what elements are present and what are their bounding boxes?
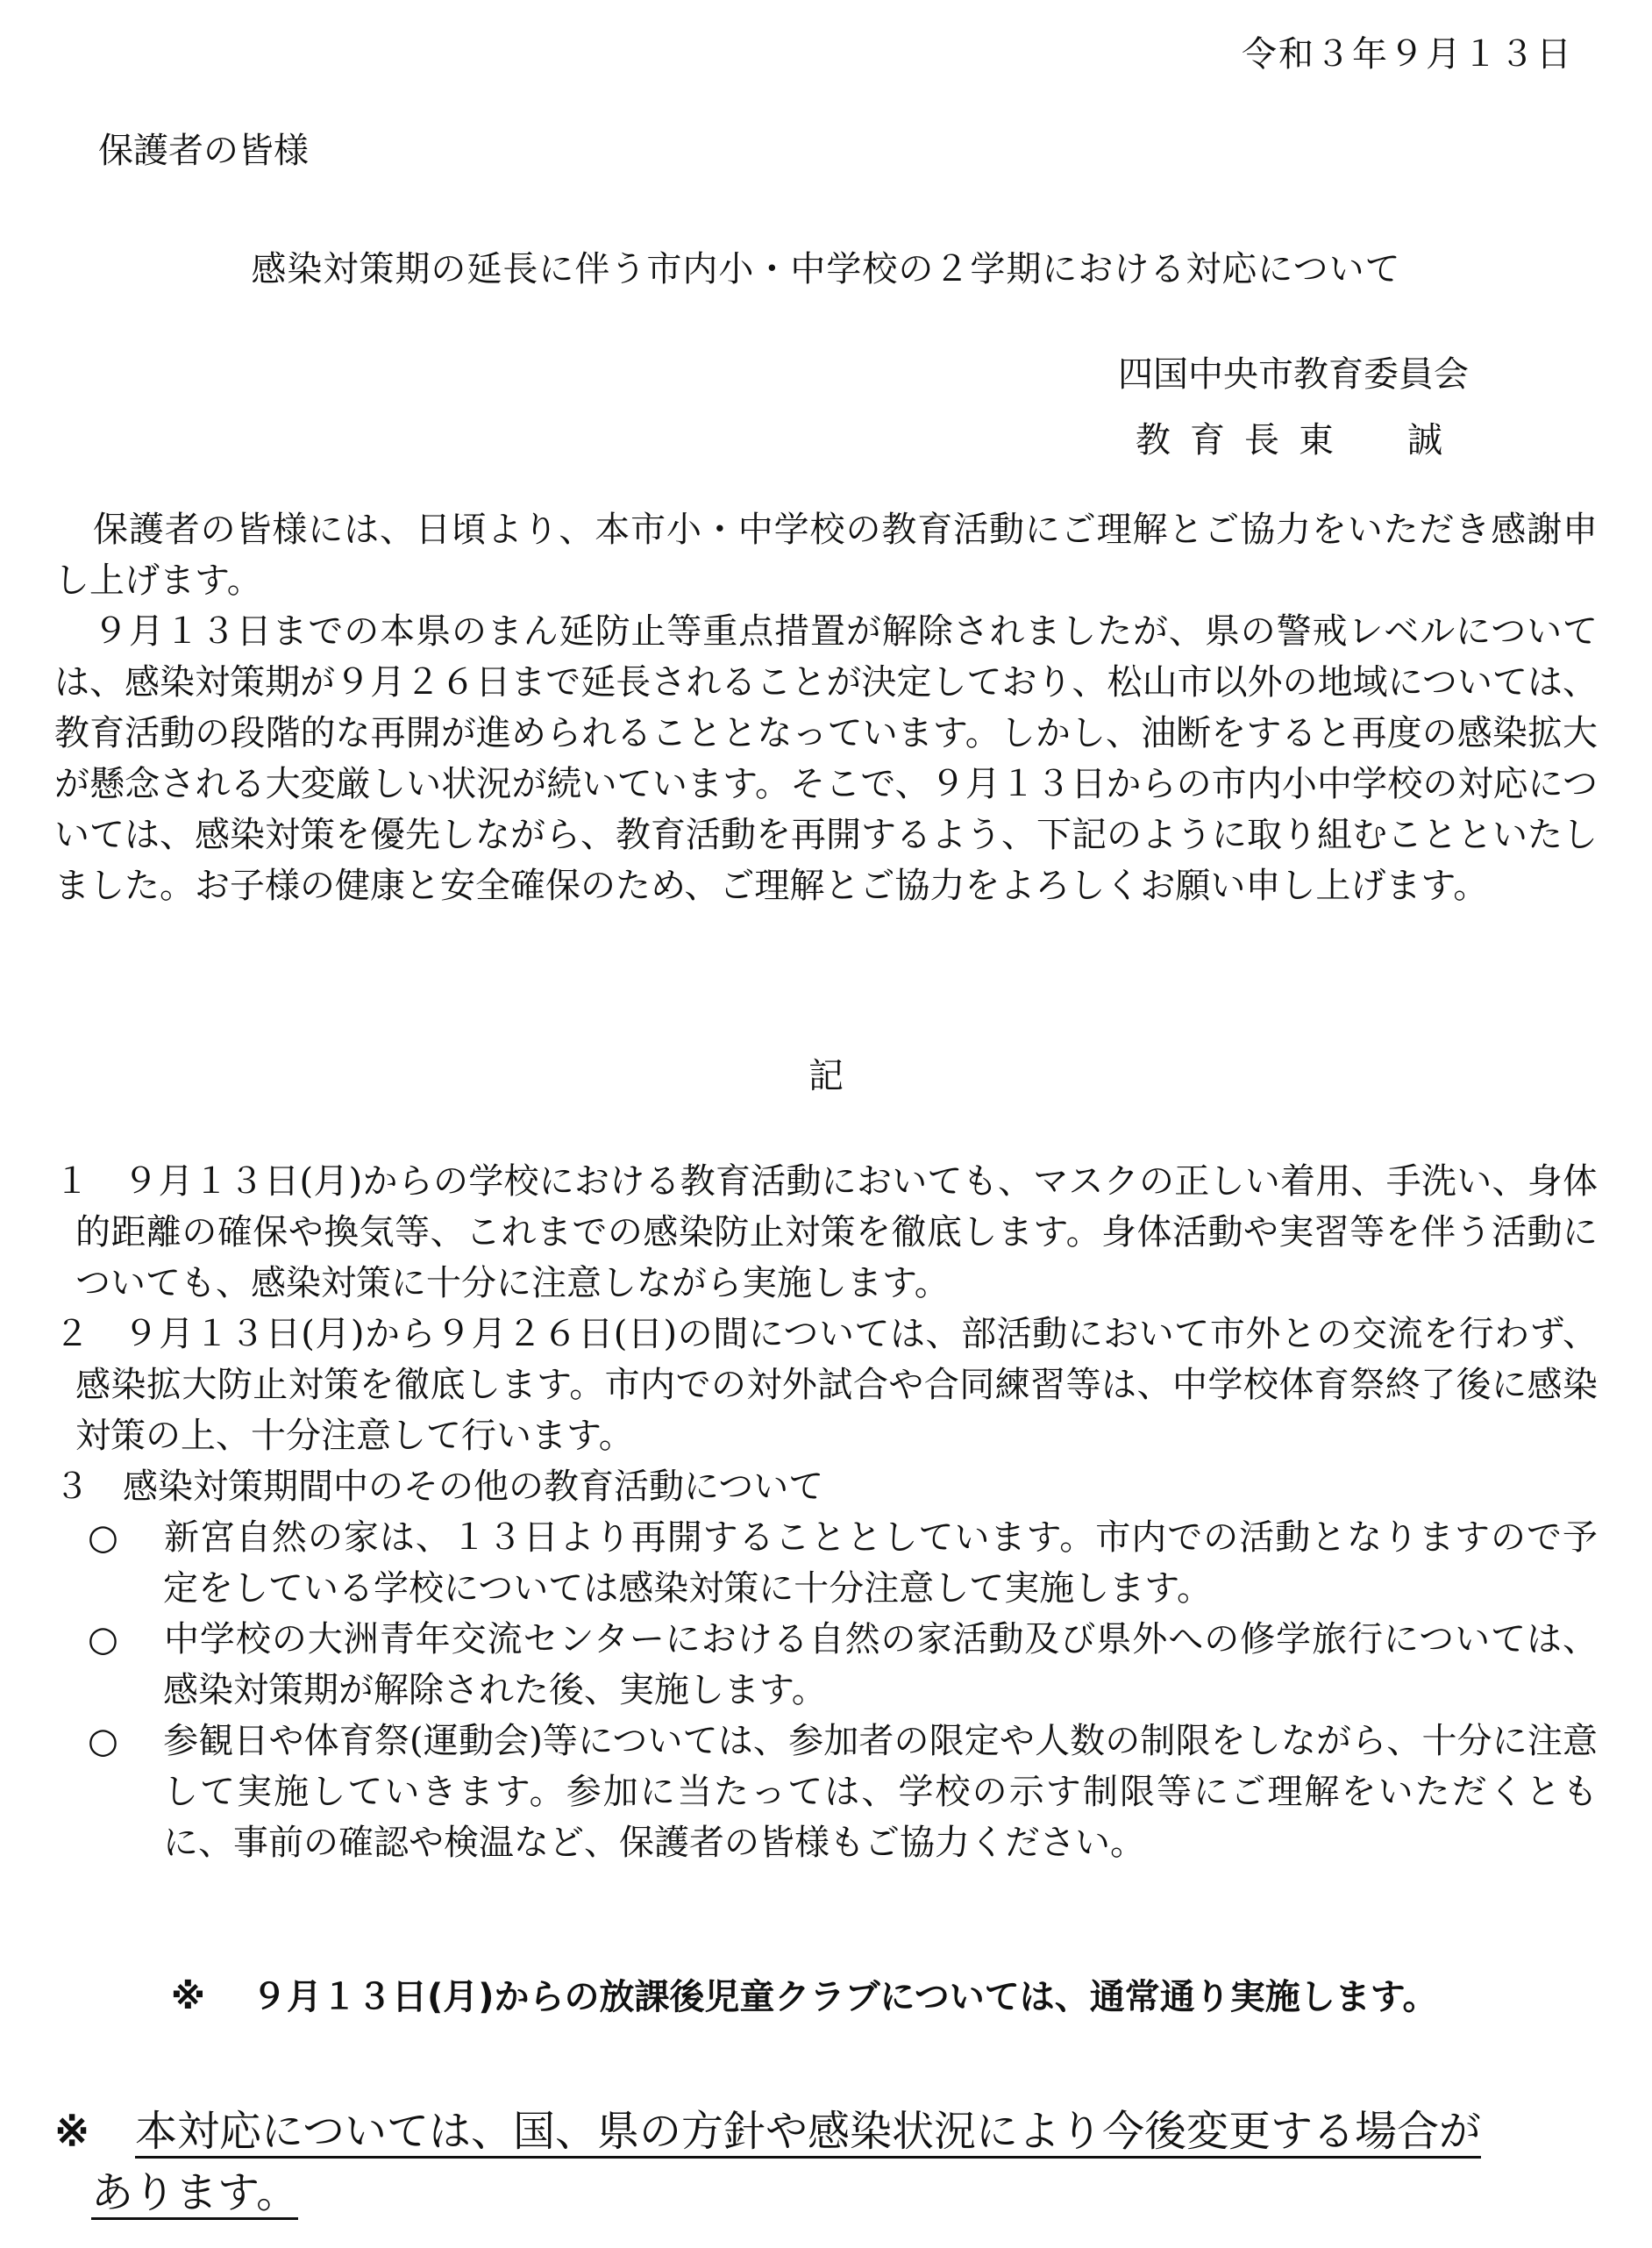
circle-bullet-icon: ○: [88, 1619, 118, 1659]
circle-bullet-icon: ○: [88, 1517, 118, 1558]
item-text: ９月１３日(月)から９月２６日(日)の間については、部活動において市外との交流を行わず、感染拡大防止対策を徹底します。市内での対外試合や合同練習等は、中学校体育祭終了後に感染対策の上、十分注意して行います。: [75, 1314, 1598, 1456]
list-item: [54, 1461, 1598, 1512]
item-text: ９月１３日(月)からの学校における教育活動においても、マスクの正しい着用、手洗い、身体的距離の確保や換気等、これまでの感染防止対策を徹底します。身体活動や実習等を伴う活動についても、感染対策に十分に注意しながら実施します。: [75, 1161, 1598, 1303]
note-text: ９月１３日(月)からの放課後児童クラブについては、通常通り実施します。: [252, 1977, 1438, 2017]
sub-list-item: [88, 1614, 1598, 1716]
sub-item-text: 新宮自然の家は、１３日より再開することとしています。市内での活動となりますので予定をしている学校については感染対策に十分注意して実施します。: [163, 1517, 1598, 1609]
note-policy-change: [54, 2101, 1598, 2223]
body-text: [54, 504, 1598, 911]
item-number: ３: [54, 1467, 89, 1507]
item-list: [54, 1156, 1598, 1868]
issuer-person: 教育長東 誠: [1136, 420, 1462, 460]
item-number: ２: [54, 1314, 89, 1354]
document-title: 感染対策期の延長に伴う市内小・中学校の２学期における対応について: [251, 249, 1401, 289]
body-paragraph-1: 保護者の皆様には、日頃より、本市小・中学校の教育活動にご理解とご協力をいただき感謝申し上げます。: [54, 510, 1598, 601]
list-item: [54, 1309, 1598, 1461]
item-number: １: [54, 1161, 89, 1202]
body-paragraph-2: ９月１３日までの本県のまん延防止等重点措置が解除されましたが、県の警戒レベルについては、感染対策期が９月２６日まで延長されることが決定しており、松山市以外の地域については、教育活動の段階的な再開が進められることとなっています。しかし、油断をすると再度の感染拡大が懸念される大変厳しい状況が続いています。そこで、９月１３日からの市内小中学校の対応については、感染対策を優先しながら、教育活動を再開するよう、下記のように取り組むことといたしました。お子様の健康と安全確保のため、ご理解とご協力をよろしくお願い申し上げます。: [54, 611, 1598, 906]
sub-item-text: 参観日や体育祭(運動会)等については、参加者の限定や人数の制限をしながら、十分に注意して実施していきます。参加に当たっては、学校の示す制限等にご理解をいただくともに、事前の確認や検温など、保護者の皆様もご協力ください。: [163, 1721, 1598, 1863]
document-date: 令和３年９月１３日: [1242, 34, 1573, 75]
note-text-line-2: あります。: [91, 2168, 298, 2220]
list-item: [54, 1156, 1598, 1309]
sub-list-item: [88, 1512, 1598, 1614]
sub-list-item: [88, 1716, 1598, 1868]
reference-mark-icon: ※: [54, 2107, 90, 2156]
issuer-block: [1118, 346, 1521, 462]
note-text-line-1: 本対応については、国、県の方針や感染状況により今後変更する場合が: [135, 2107, 1481, 2159]
circle-bullet-icon: ○: [88, 1721, 118, 1761]
ki-heading: 記: [808, 1056, 844, 1096]
item-text: 感染対策期間中のその他の教育活動について: [123, 1467, 824, 1507]
addressee: 保護者の皆様: [98, 131, 309, 171]
reference-mark-icon: ※: [171, 1977, 205, 2017]
issuer-organization: 四国中央市教育委員会: [1118, 354, 1469, 395]
sub-item-text: 中学校の大洲青年交流センターにおける自然の家活動及び県外への修学旅行については、感染対策期が解除された後、実施します。: [163, 1619, 1598, 1710]
note-after-school-club: [171, 1969, 1591, 2019]
